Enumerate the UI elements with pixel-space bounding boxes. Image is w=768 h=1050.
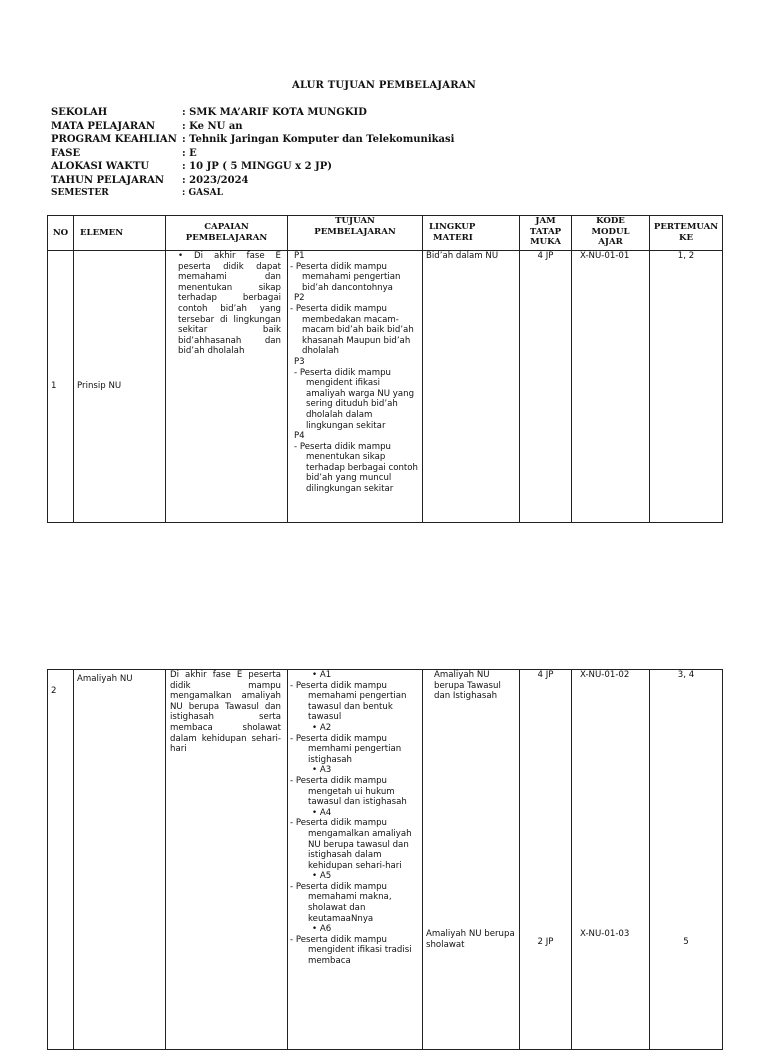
- header-kode-line: KODE: [596, 216, 625, 226]
- meta-label: ALOKASI WAKTU: [51, 161, 150, 172]
- header-jam-line: TATAP: [529, 226, 562, 237]
- table-header-row: [48, 216, 723, 251]
- cell-tujuan: [288, 251, 423, 523]
- objective-code: • A4: [312, 807, 332, 818]
- header-capaian-line: CAPAIAN: [204, 222, 249, 233]
- header-pertemuan-line: KE: [678, 233, 694, 243]
- meta-value: : E: [182, 147, 197, 159]
- meta-value: : SMK MA’ARIF KOTA MUNGKID: [182, 107, 367, 118]
- cell-capaian: • Di akhir fase E peserta didik dapat memahami dan menentukan sikap terhadap berbagai contoh bid’ah yang tersebar di lingkungan sekitar baik bid’ahhasanah dan bid’ah dholalah: [166, 251, 288, 523]
- cell-no: 1: [48, 251, 74, 523]
- hours-a: 4 JP: [537, 670, 554, 680]
- meta-label: SEMESTER: [51, 188, 109, 198]
- cell-pertemuan: 1, 2: [650, 251, 723, 523]
- meta-value: : GASAL: [182, 188, 223, 198]
- header-tujuan-line: TUJUAN: [335, 216, 375, 226]
- learning-flow-table-continued: [47, 669, 723, 1050]
- cell-jam: 4 JP: [520, 251, 572, 523]
- cell-elemen: Amaliyah NU: [74, 670, 166, 1050]
- header-jam-line: MUKA: [530, 237, 561, 248]
- header-pertemuan-line: PERTEMUAN: [653, 222, 719, 233]
- meta-value: : 2023/2024: [182, 174, 249, 186]
- scope-tawasul: Amaliyah NU berupa Tawasul dan Istighasah: [434, 670, 501, 702]
- cell-no: 2: [48, 670, 74, 1050]
- header-kode-line: MODUL: [591, 226, 630, 237]
- objective-code-text: A3: [319, 765, 332, 776]
- header-jam-line: JAM: [535, 216, 556, 226]
- header-lingkup-line: MATERI: [433, 233, 473, 243]
- objective-code-text: A4: [319, 807, 332, 818]
- identity-block: [51, 107, 511, 207]
- objective-text: - Peserta didik mampu menentukan sikap terhadap berbagai contoh bid’ah yang muncul dilingkungan sekitar: [294, 441, 418, 495]
- objective-code: P3: [294, 356, 305, 367]
- objective-code: P2: [294, 293, 305, 304]
- meta-label: MATA PELAJARAN: [51, 120, 156, 132]
- cell-lingkup: [423, 670, 520, 1050]
- objective-text: - Peserta didik mampu memhami pengertian istighasah: [290, 733, 402, 765]
- objective-text: - Peserta didik mampu mengetah ui hukum tawasul dan istighasah: [290, 775, 407, 808]
- objective-text: - Peserta didik mampu mengident ifikasi tradisi membaca: [290, 934, 412, 967]
- cell-pertemuan: [650, 670, 723, 1050]
- meta-label: FASE: [51, 147, 81, 159]
- objective-code-text: A5: [319, 871, 332, 882]
- learning-flow-table: [47, 215, 723, 523]
- cell-capaian: Di akhir fase E peserta didik mampu mengamalkan amaliyah NU berupa Tawasul dan istighasah serta membaca sholawat dalam kehidupan sehari- hari: [166, 670, 288, 1050]
- cell-kode: X-NU-01-01: [572, 251, 650, 523]
- meeting-b: 5: [683, 937, 689, 947]
- meta-value: : 10 JP ( 5 MINGGU x 2 JP): [182, 161, 332, 172]
- scope-sholawat: Amaliyah NU berupa sholawat: [426, 929, 515, 950]
- header-tujuan-line: PEMBELAJARAN: [314, 226, 396, 237]
- module-code-b: X-NU-01-03: [580, 929, 630, 939]
- table-row: [48, 251, 723, 523]
- objective-code: • A5: [312, 871, 332, 882]
- cell-lingkup: Bid’ah dalam NU: [423, 251, 520, 523]
- cell-kode: [572, 670, 650, 1050]
- objective-code: • A3: [312, 765, 332, 776]
- objective-text: - Peserta didik mampu memahami pengertian tawasul dan bentuk tawasul: [290, 680, 407, 723]
- table-row: [48, 670, 723, 1050]
- objective-code: • A6: [312, 924, 332, 935]
- header-tujuan: [288, 216, 423, 251]
- header-lingkup-line: LINGKUP: [429, 222, 476, 233]
- objective-text: - Peserta didik mampu mengident ifikasi amaliyah warga NU yang sering dituduh bid’ah dholalah dalam lingkungan sekitar: [294, 367, 415, 431]
- header-jam: [520, 216, 572, 251]
- cell-elemen: Prinsip NU: [74, 251, 166, 523]
- cell-jam: [520, 670, 572, 1050]
- module-code-a: X-NU-01-02: [580, 670, 630, 680]
- meta-value: : Tehnik Jaringan Komputer dan Telekomunikasi: [182, 134, 455, 145]
- meta-label: SEKOLAH: [51, 107, 108, 118]
- objective-code: • A2: [312, 722, 332, 733]
- objective-code: • A1: [312, 670, 332, 680]
- objective-code: P1: [294, 251, 305, 261]
- hours-b: 2 JP: [537, 937, 554, 947]
- objective-text: - Peserta didik mampu membedakan macam-macam bid’ah baik bid’ah khasanah Maupun bid’ah dholalah: [290, 303, 414, 357]
- objective-text: - Peserta didik mampu memahami makna, sholawat dan keutamaaNnya: [290, 881, 392, 924]
- header-pertemuan: [650, 216, 723, 251]
- objective-code-text: A1: [319, 670, 332, 680]
- header-elemen: ELEMEN: [74, 216, 166, 251]
- header-kode: [572, 216, 650, 251]
- objective-code: P4: [294, 431, 305, 442]
- meeting-a: 3, 4: [677, 670, 695, 680]
- header-capaian-line: PEMBELAJARAN: [185, 233, 268, 243]
- meta-value: : Ke NU an: [182, 120, 243, 132]
- header-capaian: [166, 216, 288, 251]
- cell-tujuan: [288, 670, 423, 1050]
- header-kode-line: AJAR: [598, 237, 623, 248]
- document-title: ALUR TUJUAN PEMBELAJARAN: [291, 80, 477, 91]
- meta-label: TAHUN PELAJARAN: [51, 174, 165, 186]
- header-lingkup: [423, 216, 520, 251]
- objective-text: - Peserta didik mampu memahami pengertian bid’ah dancontohnya: [290, 261, 401, 293]
- objective-code-text: A2: [319, 722, 332, 733]
- objective-text: - Peserta didik mampu mengamalkan amaliyah NU berupa tawasul dan istighasah dalam kehidupan sehari-hari: [290, 818, 412, 871]
- meta-label: PROGRAM KEAHLIAN: [51, 134, 177, 145]
- header-no: NO: [48, 216, 74, 251]
- objective-code-text: A6: [319, 924, 332, 935]
